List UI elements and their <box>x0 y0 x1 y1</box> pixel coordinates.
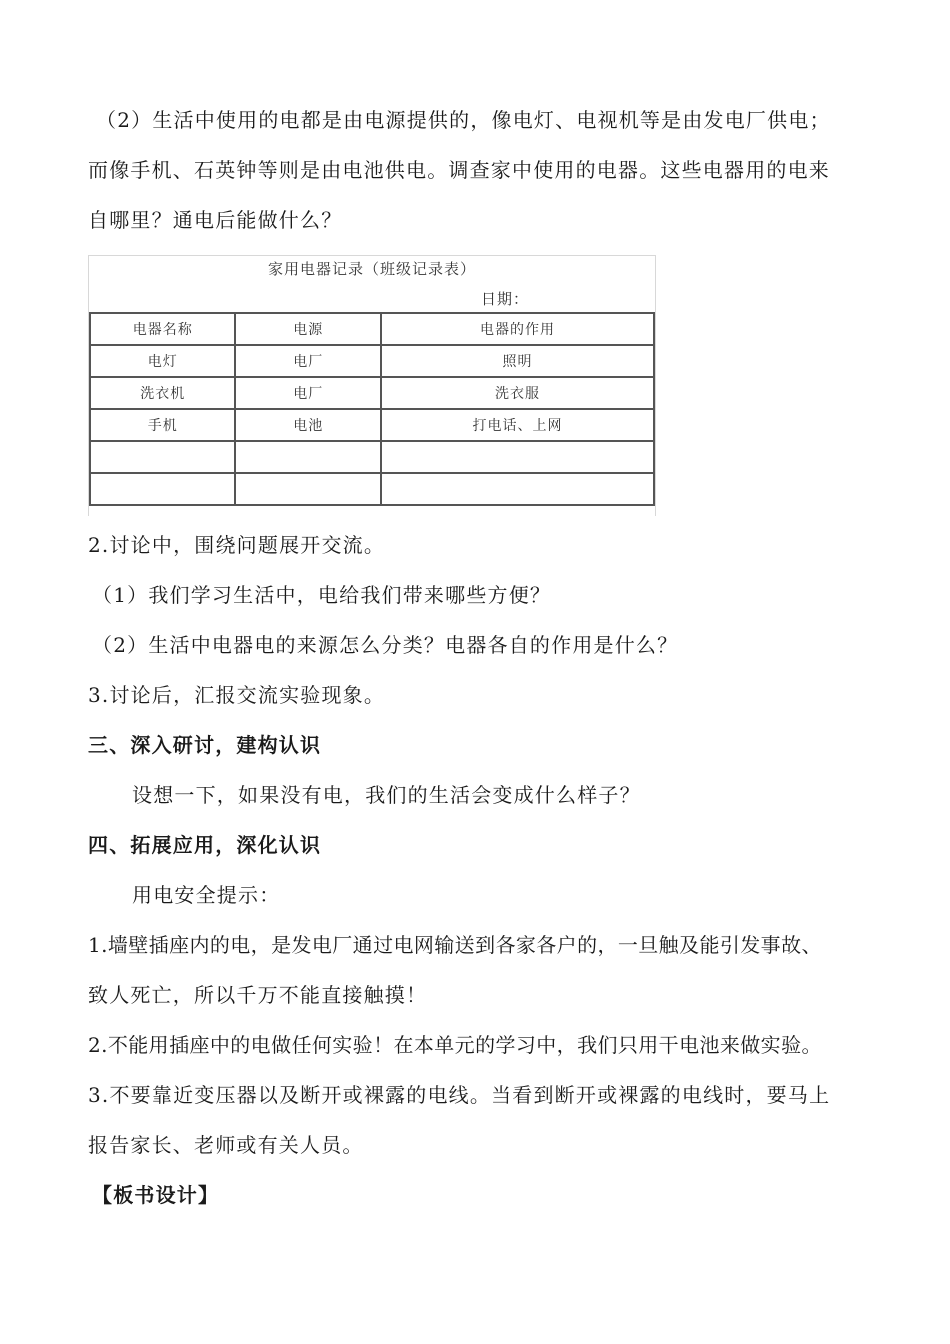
paragraph-line: 自哪里？通电后能做什么？ <box>88 208 343 232</box>
table-header-row <box>90 313 654 345</box>
paragraph-line: 1.墙壁插座内的电，是发电厂通过电网输送到各家各户的，一旦触及能引发事故、 <box>88 933 822 957</box>
table-cell <box>235 473 380 505</box>
table-row <box>90 345 654 377</box>
table-row <box>90 377 654 409</box>
paragraph-line: 用电安全提示： <box>132 883 281 907</box>
table-cell: 洗衣机 <box>90 377 235 409</box>
paragraph-line: （1）我们学习生活中，电给我们带来哪些方便？ <box>92 583 552 607</box>
paragraph-line: 致人死亡，所以千万不能直接触摸！ <box>88 983 428 1007</box>
table-cell: 手机 <box>90 409 235 441</box>
appliance-record-table-figure <box>88 255 656 516</box>
paragraph-line: 2.讨论中，围绕问题展开交流。 <box>88 533 386 557</box>
paragraph-line: 报告家长、老师或有关人员。 <box>88 1133 364 1157</box>
header-cell: 电器的作用 <box>381 313 654 345</box>
table-cell: 电厂 <box>235 345 380 377</box>
table-cell <box>90 441 235 473</box>
table-cell: 洗衣服 <box>381 377 654 409</box>
table-cell: 打电话、上网 <box>381 409 654 441</box>
table-cell: 电池 <box>235 409 380 441</box>
paragraph-line: 3.讨论后，汇报交流实验现象。 <box>88 683 386 707</box>
table-cell: 电厂 <box>235 377 380 409</box>
paragraph-line: （2）生活中使用的电都是由电源提供的，像电灯、电视机等是由发电厂供电； <box>96 108 831 132</box>
record-date-label: 日期： <box>481 290 530 308</box>
section-heading: 四、拓展应用，深化认识 <box>88 833 322 857</box>
paragraph-line: 3.不要靠近变压器以及断开或裸露的电线。当看到断开或裸露的电线时，要马上 <box>88 1083 831 1107</box>
table-cell: 电灯 <box>90 345 235 377</box>
header-cell: 电器名称 <box>90 313 235 345</box>
table-row <box>90 473 654 505</box>
record-table <box>89 312 655 506</box>
section-heading: 三、深入研讨，建构认识 <box>88 733 322 757</box>
paragraph-line: 设想一下，如果没有电，我们的生活会变成什么样子？ <box>132 783 641 807</box>
record-title: 家用电器记录（班级记录表） <box>267 260 476 278</box>
header-cell: 电源 <box>235 313 380 345</box>
table-row <box>90 409 654 441</box>
table-cell <box>381 473 654 505</box>
paragraph-line: 2.不能用插座中的电做任何实验！在本单元的学习中，我们只用干电池来做实验。 <box>88 1033 822 1057</box>
table-cell <box>235 441 380 473</box>
paragraph-line: 而像手机、石英钟等则是由电池供电。调查家中使用的电器。这些电器用的电来 <box>88 158 830 182</box>
table-row <box>90 441 654 473</box>
table-cell <box>90 473 235 505</box>
table-cell <box>381 441 654 473</box>
section-heading: 【板书设计】 <box>92 1183 220 1207</box>
paragraph-line: （2）生活中电器电的来源怎么分类？电器各自的作用是什么？ <box>92 633 679 657</box>
table-cell: 照明 <box>381 345 654 377</box>
